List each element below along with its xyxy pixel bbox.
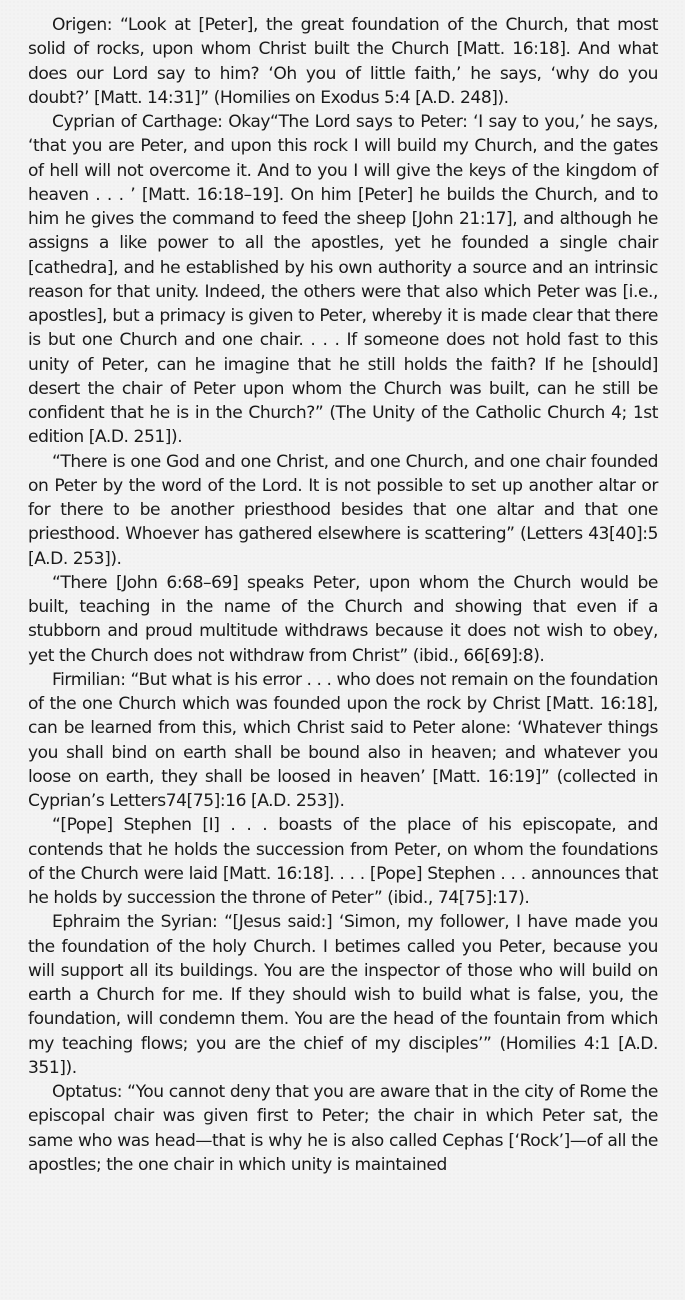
paragraph-cyprian-unity: Cyprian of Carthage: Okay“The Lord says to Peter: ‘I say to you,’ he says, ‘that you are Peter, and upon this rock I will build my Church, and the gates of hell will not overcome it. And to you I will give the keys of the kingdom of heaven . . . ’ [Matt. 16:18–19]. On him [Peter] he builds the Church, and to him he gives the command to feed the sheep [John 21:17], and although he assigns a like power to all the apostles, yet he founded a single chair [cathedra], and he established by his own authority a source and an intrinsic reason for that unity. Indeed, the others were that also which Peter was [i.e., apostles], but a primacy is given to Peter, whereby it is made clear that there is but one Church and one chair. . . . If someone does not hold fast to this unity of Peter, can he imagine that he still holds the faith? If he [should] desert the chair of Peter upon whom the Church was built, can he still be confident that he is in the Church?” (The Unity of the Catholic Church 4; 1st edition [A.D. 251]).: [28, 112, 658, 448]
paragraph-origen: Origen: “Look at [Peter], the great foundation of the Church, that most solid of rocks, upon whom Christ built the Church [Matt. 16:18]. And what does our Lord say to him? ‘Oh you of little faith,’ he says, ‘why do you doubt?’ [Matt. 14:31]” (Homilies on Exodus 5:4 [A.D. 248]).: [28, 15, 658, 108]
paragraph-pope-stephen: “[Pope] Stephen [I] . . . boasts of the place of his episcopate, and contends that he holds the succession from Peter, on whom the foundations of the Church were laid [Matt. 16:18]. . . . [Pope] Stephen . . . announces that he holds by succession the throne of Peter” (ibid., 74[75]:17).: [28, 815, 658, 908]
paragraph-cyprian-letters-66: “There [John 6:68–69] speaks Peter, upon whom the Church would be built, teaching in the name of the Church and showing that even if a stubborn and proud multitude withdraws because it does not wish to obey, yet the Church does not withdraw from Christ” (ibid., 66[69]:8).: [28, 572, 658, 666]
paragraph-ephraim: Ephraim the Syrian: “[Jesus said:] ‘Simon, my follower, I have made you the foundation of the holy Church. I betimes called you Peter, because you will support all its buildings. You are the inspector of those who will build on earth a Church for me. If they should wish to build what is false, you, the foundation, will condemn them. You are the head of the fountain from which my teaching flows; you are the chief of my disciples’” (Homilies 4:1 [A.D. 351]).: [28, 912, 658, 1078]
document-page: [28, 13, 658, 1177]
paragraph-cyprian-letters-43: “There is one God and one Christ, and one Church, and one chair founded on Peter by the word of the Lord. It is not possible to set up another altar or for there to be another priesthood besides that one altar and that one priesthood. Whoever has gathered elsewhere is scattering” (Letters 43[40]:5 [A.D. 253]).: [28, 451, 658, 569]
paragraph-optatus: Optatus: “You cannot deny that you are aware that in the city of Rome the episcopal chair was given first to Peter; the chair in which Peter sat, the same who was head—that is why he is also called Cephas [‘Rock’]—of all the apostles; the one chair in which unity is maintained: [28, 1082, 658, 1175]
paragraph-firmilian: Firmilian: “But what is his error . . . who does not remain on the foundation of the one Church which was founded upon the rock by Christ [Matt. 16:18], can be learned from this, which Christ said to Peter alone: ‘Whatever things you shall bind on earth shall be bound also in heaven; and whatever you loose on earth, they shall be loosed in heaven’ [Matt. 16:19]” (collected in Cyprian’s Letters74[75]:16 [A.D. 253]).: [28, 669, 658, 811]
